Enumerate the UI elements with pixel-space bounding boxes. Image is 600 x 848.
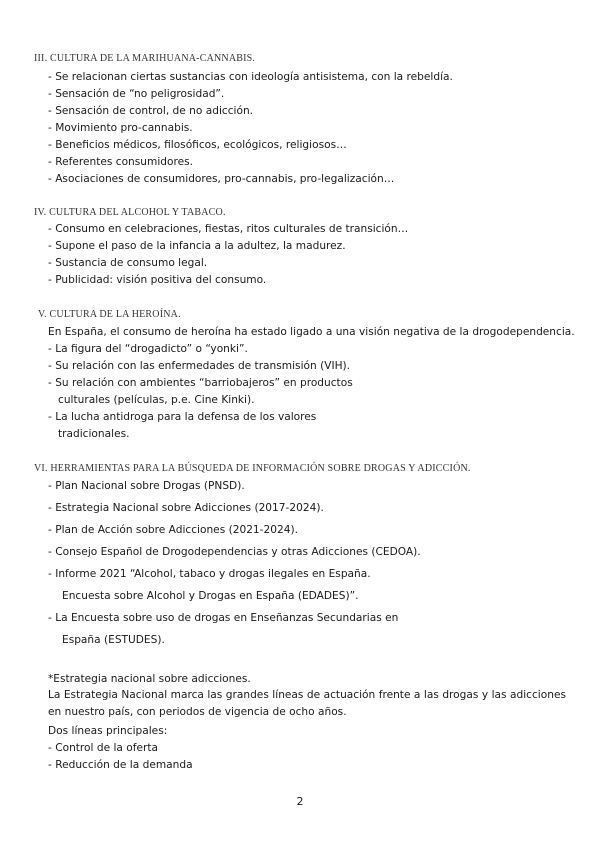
list-item: - Se relacionan ciertas sustancias con ideología antisistema, con la rebeldía.: [48, 71, 453, 83]
list-item: - Informe 2021 “Alcohol, tabaco y drogas ilegales en España.: [48, 568, 371, 580]
list-item: - Consejo Español de Drogodependencias y otras Adicciones (CEDOA).: [48, 546, 421, 558]
section-heading-alcohol-tabaco: IV. CULTURA DEL ALCOHOL Y TABACO.: [34, 207, 226, 218]
list-item: - Publicidad: visión positiva del consumo.: [48, 274, 267, 286]
list-item: - Movimiento pro-cannabis.: [48, 122, 193, 134]
list-item: - Control de la oferta: [48, 742, 158, 754]
list-item: - Sensación de control, de no adicción.: [48, 105, 254, 117]
list-item-continuation: España (ESTUDES).: [62, 634, 165, 646]
list-item: - Sensación de “no peligrosidad”.: [48, 88, 225, 100]
list-item-continuation: tradicionales.: [58, 428, 130, 440]
section-intro: En España, el consumo de heroína ha estado ligado a una visión negativa de la drogodependencia.: [48, 326, 575, 338]
list-item: - Asociaciones de consumidores, pro-cannabis, pro-legalización…: [48, 173, 395, 185]
list-item: - Referentes consumidores.: [48, 156, 194, 168]
list-item: - Su relación con las enfermedades de transmisión (VIH).: [48, 360, 351, 372]
list-item: - Estrategia Nacional sobre Adicciones (2017-2024).: [48, 502, 324, 514]
section-heading-cannabis: III. CULTURA DE LA MARIHUANA-CANNABIS.: [34, 53, 256, 64]
list-item: - Sustancia de consumo legal.: [48, 257, 208, 269]
list-item: - Plan de Acción sobre Adicciones (2021-2024).: [48, 524, 298, 536]
list-item: - La Encuesta sobre uso de drogas en Enseñanzas Secundarias en: [48, 612, 399, 624]
list-item: - Reducción de la demanda: [48, 759, 193, 771]
list-item: - Consumo en celebraciones, fiestas, ritos culturales de transición…: [48, 223, 409, 235]
list-item: - La figura del “drogadicto” o “yonki”.: [48, 343, 248, 355]
note-title: *Estrategia nacional sobre adicciones.: [48, 673, 251, 685]
list-item: - Beneficios médicos, filosóficos, ecológicos, religiosos…: [48, 139, 347, 151]
page-number: 2: [296, 795, 304, 808]
list-item: - La lucha antidroga para la defensa de los valores: [48, 411, 317, 423]
note-lines-title: Dos líneas principales:: [48, 725, 168, 737]
list-item: - Su relación con ambientes “barriobajeros” en productos: [48, 377, 353, 389]
list-item: - Plan Nacional sobre Drogas (PNSD).: [48, 480, 245, 492]
list-item-continuation: culturales (películas, p.e. Cine Kinki).: [58, 394, 255, 406]
section-heading-heroina: V. CULTURA DE LA HEROÍNA.: [38, 309, 181, 320]
note-paragraph: La Estrategia Nacional marca las grandes líneas de actuación frente a las drogas y las adicciones en nuestro país, con periodos de vigencia de ocho años.: [48, 689, 566, 718]
list-item-continuation: Encuesta sobre Alcohol y Drogas en España (EDADES)”.: [62, 590, 359, 602]
list-item: - Supone el paso de la infancia a la adultez, la madurez.: [48, 240, 346, 252]
section-heading-herramientas: VI. HERRAMIENTAS PARA LA BÚSQUEDA DE INFORMACIÓN SOBRE DROGAS Y ADICCIÓN.: [34, 463, 471, 474]
